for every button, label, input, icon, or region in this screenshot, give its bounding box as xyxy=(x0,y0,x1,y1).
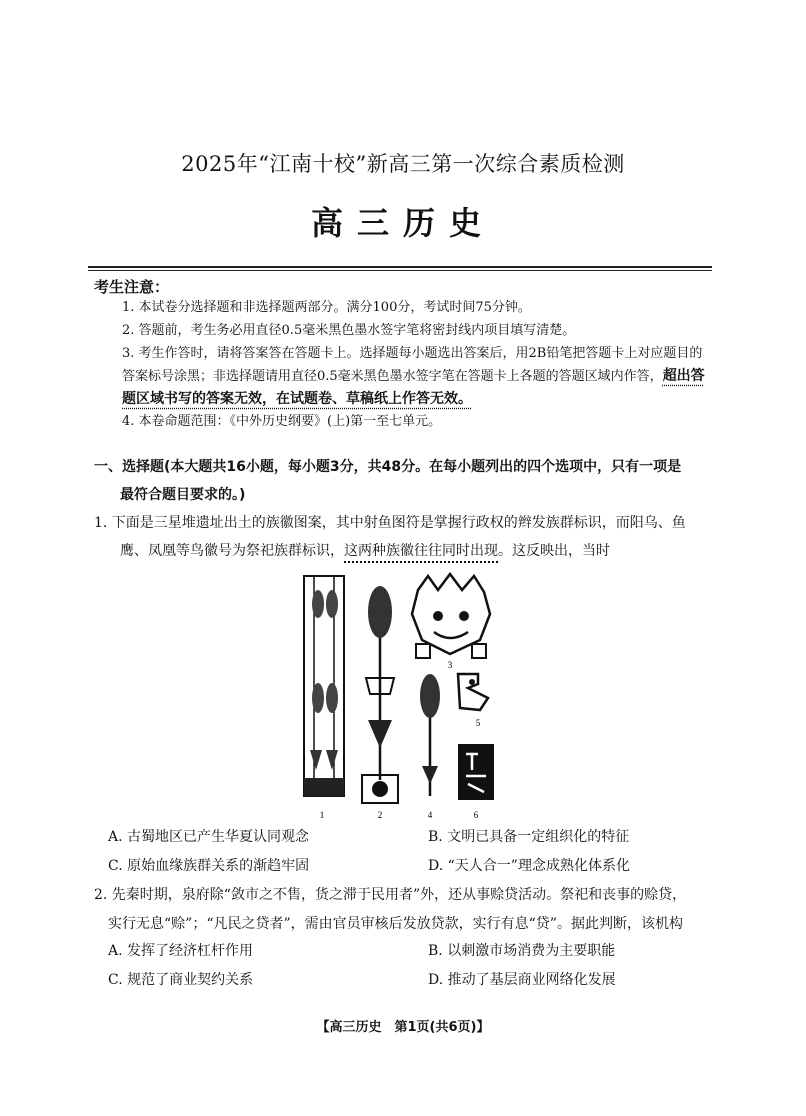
notice-heading: 考生注意： xyxy=(94,278,170,296)
q1-option-d[interactable]: D. “天人合一”理念成熟化体系化 xyxy=(428,858,630,874)
subject-title: 高三历史 xyxy=(310,204,495,242)
notice-item-2: 2. 答题前，考生务必用直径0.5毫米黑色墨水签字笔将密封线内项目填写清楚。 xyxy=(122,323,576,338)
exam-title: 2025年“江南十校”新高三第一次综合素质检测 xyxy=(181,152,625,176)
notice-item-3 xyxy=(122,342,714,411)
q1-stem-line1: 1. 下面是三星堆遗址出土的族徽图案，其中射鱼图符是掌握行政权的辫发族群标识，而阳乌、鱼 xyxy=(94,515,686,531)
notice-emphasis: 超出答题区域书写的答案无效，在试题卷、草稿纸上作答无效。 xyxy=(122,368,705,407)
emblem-3-mask xyxy=(412,574,490,658)
header-rule-top xyxy=(88,266,712,268)
notice-item-3-text: 3. 考生作答时，请将答案答在答题卡上。选择题每小题选出答案后，用2B铅笔把答题卡上对应题目的答案标号涂黑；非选择题请用直径0.5毫米黑色墨水签字笔在答题卡上各题的答题区域内作答， xyxy=(122,346,703,384)
q2-stem-line1: 2. 先秦时期，泉府除“敛市之不售，货之滞于民用者”外，还从事赊贷活动。祭祀和丧事的赊贷， xyxy=(94,887,687,903)
q2-stem-line2: 实行无息“赊”；“凡民之贷者”，需由官员审核后发放贷款，实行有息“贷”。据此判断，该机构 xyxy=(108,916,683,932)
q2-option-a[interactable]: A. 发挥了经济杠杆作用 xyxy=(108,943,254,959)
q1-stem-part-c: 。这反映出，当时 xyxy=(498,543,610,559)
page-footer: 【高三历史 第1页(共6页)】 xyxy=(316,1020,490,1035)
notice-item-1: 1. 本试卷分选择题和非选择题两部分。满分100分，考试时间75分钟。 xyxy=(122,300,531,315)
figure-label-6: 6 xyxy=(473,810,479,820)
q2-option-b[interactable]: B. 以刺激市场消费为主要职能 xyxy=(428,943,616,959)
section-heading: 一、选择题(本大题共16小题，每小题3分，共48分。在每小题列出的四个选项中，只有一项是 xyxy=(94,459,682,475)
sanxingdui-emblems-figure xyxy=(300,570,515,822)
q2-option-c[interactable]: C. 规范了商业契约关系 xyxy=(108,972,254,988)
emblem-1 xyxy=(304,576,344,796)
q1-option-c[interactable]: C. 原始血缘族群关系的渐趋牢固 xyxy=(108,858,310,874)
emblem-6-seal xyxy=(458,744,494,800)
q1-option-b[interactable]: B. 文明已具备一定组织化的特征 xyxy=(428,829,630,845)
figure-label-3: 3 xyxy=(447,660,453,670)
q1-stem-emphasis: 这两种族徽往往同时出现 xyxy=(344,543,498,559)
notice-item-4: 4. 本卷命题范围：《中外历史纲要》(上)第一至七单元。 xyxy=(122,414,442,429)
q1-stem-line2 xyxy=(120,538,610,565)
figure-label-5: 5 xyxy=(475,718,481,728)
q2-option-d[interactable]: D. 推动了基层商业网络化发展 xyxy=(428,972,616,988)
header-rule-bottom xyxy=(88,270,712,271)
figure-label-2: 2 xyxy=(377,810,383,820)
emblem-5 xyxy=(458,674,488,710)
emblem-2 xyxy=(362,586,398,803)
figure-label-1: 1 xyxy=(319,810,325,820)
figure-label-4: 4 xyxy=(427,810,433,820)
section-heading-cont: 最符合题目要求的。) xyxy=(120,487,246,503)
q1-option-a[interactable]: A. 古蜀地区已产生华夏认同观念 xyxy=(108,829,310,845)
q1-stem-part-a: 鹰、凤凰等鸟徽号为祭祀族群标识， xyxy=(120,543,344,559)
emblem-4 xyxy=(420,674,440,796)
